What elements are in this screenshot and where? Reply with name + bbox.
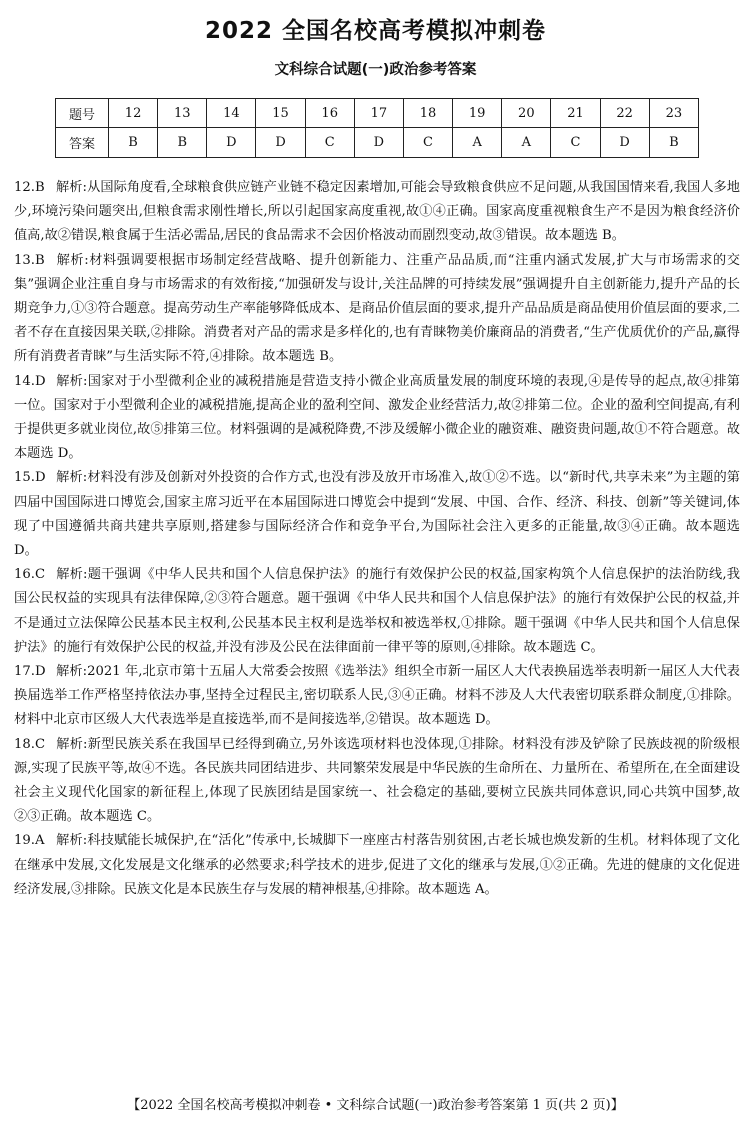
answer-cell: C xyxy=(403,128,452,158)
question-answer-label: 17.D xyxy=(14,664,46,680)
page-footer: 【2022 全国名校高考模拟冲刺卷 • 文科综合试题(一)政治参考答案第 1 页(共 2 页)】 xyxy=(127,1098,624,1113)
question-number-cell: 13 xyxy=(158,99,207,128)
answer-cell: A xyxy=(453,128,502,158)
explanation-text: 国家对于小型微利企业的减税措施是营造支持小微企业高质量发展的制度环境的表现,④是传导的起点,故④排第一位。国家对于小型微利企业的减税措施,提高企业的盈利空间、激发企业经营活力,故②排第二位。企业的盈利空间提高,有利于提供更多就业岗位,故⑤排第三位。材料强调的是减税降费,不涉及缓解小微企业的融资难、融资贵问题,故①不符合题意。故本题选 D。 xyxy=(14,373,740,462)
question-number-cell: 22 xyxy=(600,99,649,128)
question-answer-label: 13.B xyxy=(14,252,45,268)
question-number-cell: 17 xyxy=(354,99,403,128)
analysis-label: 解析: xyxy=(56,567,88,583)
question-answer-label: 19.A xyxy=(14,833,45,849)
question-answer-label: 16.C xyxy=(14,567,46,583)
answer-cell: A xyxy=(502,128,551,158)
explanation-item xyxy=(14,563,740,660)
question-number-cell: 12 xyxy=(109,99,158,128)
answer-cell: B xyxy=(649,128,698,158)
analysis-label: 解析: xyxy=(56,373,88,389)
analysis-label: 解析: xyxy=(56,736,88,752)
explanation-text: 科技赋能长城保护,在“活化”传承中,长城脚下一座座古村落告别贫困,古老长城也焕发新的生机。材料体现了文化在继承中发展,文化发展是文化继承的必然要求;科学技术的进步,促进了文化的继承与发展,①②正确。先进的健康的文化促进经济发展,③排除。民族文化是本民族生存与发展的精神根基,④排除。故本题选 A。 xyxy=(14,833,740,897)
answer-cell: C xyxy=(551,128,600,158)
question-number-row xyxy=(56,99,699,128)
explanation-text: 从国际角度看,全球粮食供应链产业链不稳定因素增加,可能会导致粮食供应不足问题,从我国国情来看,我国人多地少,环境污染问题突出,但粮食需求刚性增长,所以引起国家高度重视,故①④正确。国家高度重视粮食生产不是因为粮食经济价值高,故②错误,粮食属于生活必需品,居民的食品需求不会因价格波动而剧烈变动,故③错误。故本题选 B。 xyxy=(14,180,740,244)
analysis-label: 解析: xyxy=(56,664,88,680)
explanation-text: 新型民族关系在我国早已经得到确立,另外该选项材料也没体现,①排除。材料没有涉及铲除了民族歧视的阶级根源,实现了民族平等,故④不选。各民族共同团结进步、共同繁荣发展是中华民族的生命所在、力量所在、希望所在,在全面建设社会主义现代化国家的新征程上,体现了民族团结是国家统一、社会稳定的基础,要树立民族共同体意识,同心共筑中国梦,故②③正确。故本题选 C。 xyxy=(14,736,740,825)
question-number-cell: 20 xyxy=(502,99,551,128)
row-label-question-number: 题号 xyxy=(56,99,109,128)
question-number-cell: 15 xyxy=(256,99,305,128)
explanation-item xyxy=(14,176,740,249)
explanation-text: 材料没有涉及创新对外投资的合作方式,也没有涉及放开市场准入,故①②不选。以“新时代,共享未来”为主题的第四届中国国际进口博览会,国家主席习近平在本届国际进口博览会中提到“发展、中国、合作、经济、科技、创新”等关键词,体现了中国遵循共商共建共享原则,搭建参与国际经济合作和竞争平台,为国际社会注入更多的正能量,故③④正确。故本题选 D。 xyxy=(14,470,740,559)
question-answer-label: 12.B xyxy=(14,180,45,195)
analysis-label: 解析: xyxy=(56,833,88,849)
question-number-cell: 23 xyxy=(649,99,698,128)
explanation-item xyxy=(14,466,740,563)
explanation-item xyxy=(14,829,740,902)
explanation-item xyxy=(14,249,740,370)
explanation-item xyxy=(14,660,740,733)
explanation-text: 2021 年,北京市第十五届人大常委会按照《选举法》组织全市新一届区人大代表换届选举表明新一届区人大代表换届选举工作严格坚持依法办事,坚持全过程民主,密切联系人民,③④正确。材料不涉及人大代表密切联系群众制度,①排除。材料中北京市区级人大代表选举是直接选举,而不是间接选举,②错误。故本题选 D。 xyxy=(14,664,740,728)
question-number-cell: 16 xyxy=(305,99,354,128)
analysis-label: 解析: xyxy=(56,470,88,486)
answer-table xyxy=(55,98,699,158)
answer-cell: B xyxy=(158,128,207,158)
answer-cell: D xyxy=(600,128,649,158)
row-label-answer: 答案 xyxy=(56,128,109,158)
answer-cell: C xyxy=(305,128,354,158)
explanation-text: 题干强调《中华人民共和国个人信息保护法》的施行有效保护公民的权益,国家构筑个人信息保护的法治防线,我国公民权益的实现具有法律保障,②③符合题意。题干强调《中华人民共和国个人信息保护法》的施行有效保护公民的权益,并不是通过立法保障公民基本民主权利,公民基本民主权利是选举权和被选举权,①排除。题干强调《中华人民共和国个人信息保护法》的施行有效保护公民的权益,并没有涉及公民在法律面前一律平等的原则,④排除。故本题选 C。 xyxy=(14,567,740,655)
answer-cell: D xyxy=(256,128,305,158)
answer-cell: B xyxy=(109,128,158,158)
question-number-cell: 14 xyxy=(207,99,256,128)
explanations xyxy=(14,176,740,902)
answer-cell: D xyxy=(207,128,256,158)
question-number-cell: 19 xyxy=(453,99,502,128)
analysis-label: 解析: xyxy=(56,252,89,268)
page-title: 2022 全国名校高考模拟冲刺卷 xyxy=(204,18,547,44)
explanation-item xyxy=(14,733,740,830)
answer-cell: D xyxy=(354,128,403,158)
question-answer-label: 18.C xyxy=(14,736,46,752)
question-answer-label: 15.D xyxy=(14,470,46,486)
analysis-label: 解析: xyxy=(56,180,88,195)
question-number-cell: 21 xyxy=(551,99,600,128)
explanation-text: 材料强调要根据市场制定经营战略、提升创新能力、注重产品品质,而“注重内涵式发展,扩大与市场需求的交集”强调企业注重自身与市场需求的有效衔接,“加强研发与设计,关注品牌的可持续发展”强调提升自主创新能力,提升产品的长期竞争力,①③符合题意。提高劳动生产率能够降低成本、是商品价值层面的要求,提升产品品质是商品使用价值层面的要求,二者不存在直接因果关联,②排除。消费者对产品的需求是多样化的,也有青睐物美价廉商品的消费者,“生产优质优价的产品,赢得所有消费者青睐”与生活实际不符,④排除。故本题选 B。 xyxy=(14,252,740,365)
page-subtitle: 文科综合试题(一)政治参考答案 xyxy=(274,62,477,78)
question-answer-label: 14.D xyxy=(14,373,46,389)
question-number-cell: 18 xyxy=(403,99,452,128)
answer-row xyxy=(56,128,699,158)
explanation-item xyxy=(14,370,740,467)
